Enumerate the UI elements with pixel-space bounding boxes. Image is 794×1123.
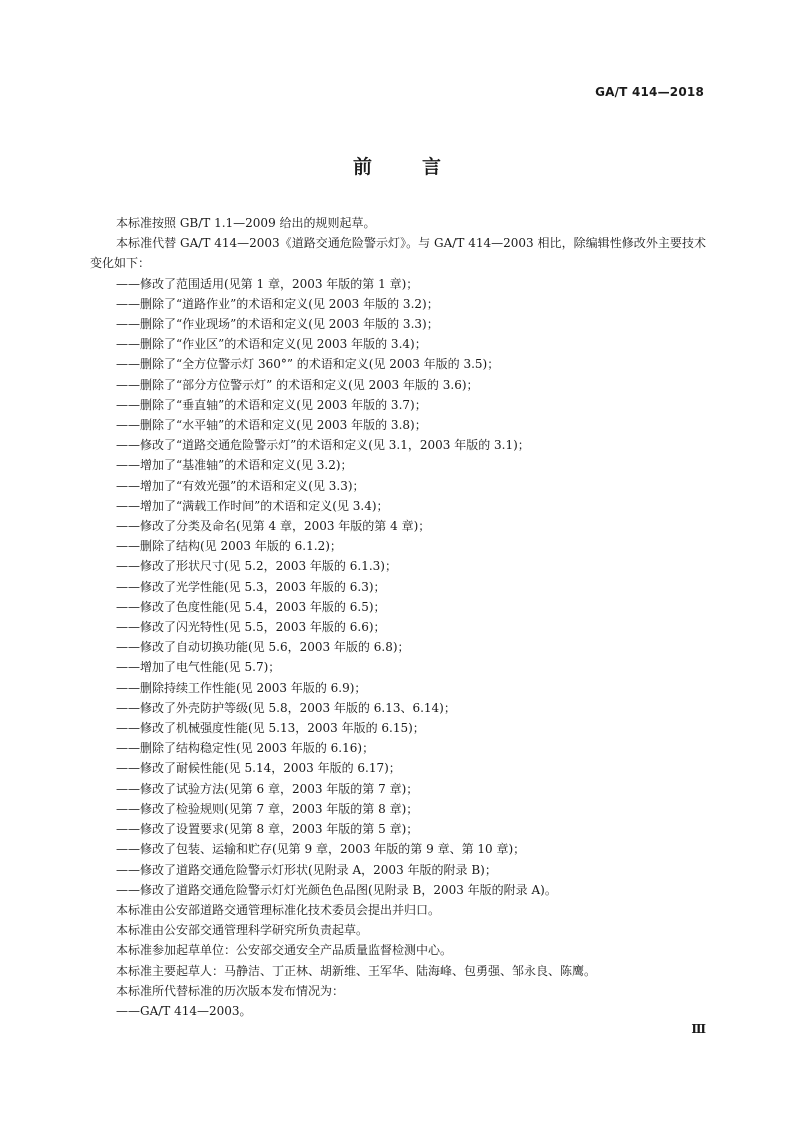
list-item: ——删除持续工作性能(见 2003 年版的 6.9)；: [116, 680, 367, 695]
list-item: ——修改了道路交通危险警示灯灯光颜色色品图(见附录 B，2003 年版的附录 A)。: [116, 882, 557, 897]
list-item: ——增加了“有效光强”的术语和定义(见 3.3)；: [116, 478, 365, 493]
list-item: ——修改了外壳防护等级(见 5.8，2003 年版的 6.13、6.14)；: [116, 700, 456, 715]
list-item: ——增加了“满载工作时间”的术语和定义(见 3.4)；: [116, 498, 389, 513]
standard-number: GA/T 414—2018: [595, 85, 704, 99]
foreword-body: [90, 213, 706, 1021]
list-item: ——修改了“道路交通危险警示灯”的术语和定义(见 3.1，2003 年版的 3.1)；: [116, 438, 530, 453]
list-item: ——修改了设置要求(见第 8 章，2003 年版的第 5 章)；: [116, 822, 419, 837]
list-item: ——删除了结构稳定性(见 2003 年版的 6.16)；: [116, 741, 375, 756]
title-char-1: 前: [352, 156, 372, 178]
list-item: ——修改了色度性能(见 5.4，2003 年版的 6.5)；: [116, 599, 386, 614]
closing-paragraph: 本标准参加起草单位：公安部交通安全产品质量监督检测中心。: [116, 943, 453, 958]
list-item: ——修改了自动切换功能(见 5.6，2003 年版的 6.8)；: [116, 640, 410, 655]
list-item: ——删除了“部分方位警示灯” 的术语和定义(见 2003 年版的 3.6)；: [116, 377, 479, 392]
list-item: ——删除了“作业区”的术语和定义(见 2003 年版的 3.4)；: [116, 337, 427, 352]
page-number: Ⅲ: [691, 1022, 706, 1036]
list-item: ——修改了光学性能(见 5.3，2003 年版的 6.3)；: [116, 579, 386, 594]
history-item: ——GA/T 414—2003。: [116, 1003, 252, 1018]
closing-paragraph: 本标准所代替标准的历次版本发布情况为：: [116, 983, 345, 998]
intro-paragraph: 本标准代替 GA/T 414—2003《道路交通危险警示灯》。与 GA/T 414—2003 相比，除编辑性修改外主要技术变化如下：: [90, 236, 706, 271]
list-item: ——删除了结构(见 2003 年版的 6.1.2)；: [116, 539, 342, 554]
list-item: ——删除了“作业现场”的术语和定义(见 2003 年版的 3.3)；: [116, 317, 439, 332]
list-item: ——增加了“基准轴”的术语和定义(见 3.2)；: [116, 458, 353, 473]
list-item: ——修改了试验方法(见第 6 章，2003 年版的第 7 章)；: [116, 781, 419, 796]
list-item: ——修改了闪光特性(见 5.5，2003 年版的 6.6)；: [116, 620, 386, 635]
page-title: [0, 152, 794, 179]
list-item: ——修改了形状尺寸(见 5.2，2003 年版的 6.1.3)；: [116, 559, 397, 574]
list-item: ——删除了“水平轴”的术语和定义(见 2003 年版的 3.8)；: [116, 418, 427, 433]
intro-paragraph: 本标准按照 GB/T 1.1—2009 给出的规则起草。: [116, 216, 376, 230]
closing-paragraph: 本标准由公安部道路交通管理标准化技术委员会提出并归口。: [116, 902, 441, 917]
list-item: ——修改了检验规则(见第 7 章，2003 年版的第 8 章)；: [116, 801, 419, 816]
list-item: ——修改了范围适用(见第 1 章，2003 年版的第 1 章)；: [116, 276, 419, 291]
closing-paragraph: 本标准主要起草人：马静洁、丁正林、胡新维、王军华、陆海峰、包勇强、邹永良、陈鹰。: [116, 963, 597, 978]
title-char-2: 言: [422, 156, 442, 178]
list-item: ——修改了耐候性能(见 5.14，2003 年版的 6.17)；: [116, 761, 401, 776]
list-item: ——删除了“道路作业”的术语和定义(见 2003 年版的 3.2)；: [116, 296, 439, 311]
list-item: ——删除了“垂直轴”的术语和定义(见 2003 年版的 3.7)；: [116, 397, 427, 412]
list-item: ——增加了电气性能(见 5.7)；: [116, 660, 281, 675]
changes-list: [90, 274, 706, 900]
list-item: ——修改了机械强度性能(见 5.13，2003 年版的 6.15)；: [116, 721, 425, 736]
list-item: ——删除了“全方位警示灯 360°” 的术语和定义(见 2003 年版的 3.5)；: [116, 357, 500, 372]
list-item: ——修改了道路交通危险警示灯形状(见附录 A，2003 年版的附录 B)；: [116, 862, 497, 877]
list-item: ——修改了分类及命名(见第 4 章，2003 年版的第 4 章)；: [116, 519, 431, 534]
closing-paragraph: 本标准由公安部交通管理科学研究所负责起草。: [116, 923, 369, 938]
list-item: ——修改了包装、运输和贮存(见第 9 章，2003 年版的第 9 章、第 10 章)；: [116, 842, 526, 857]
